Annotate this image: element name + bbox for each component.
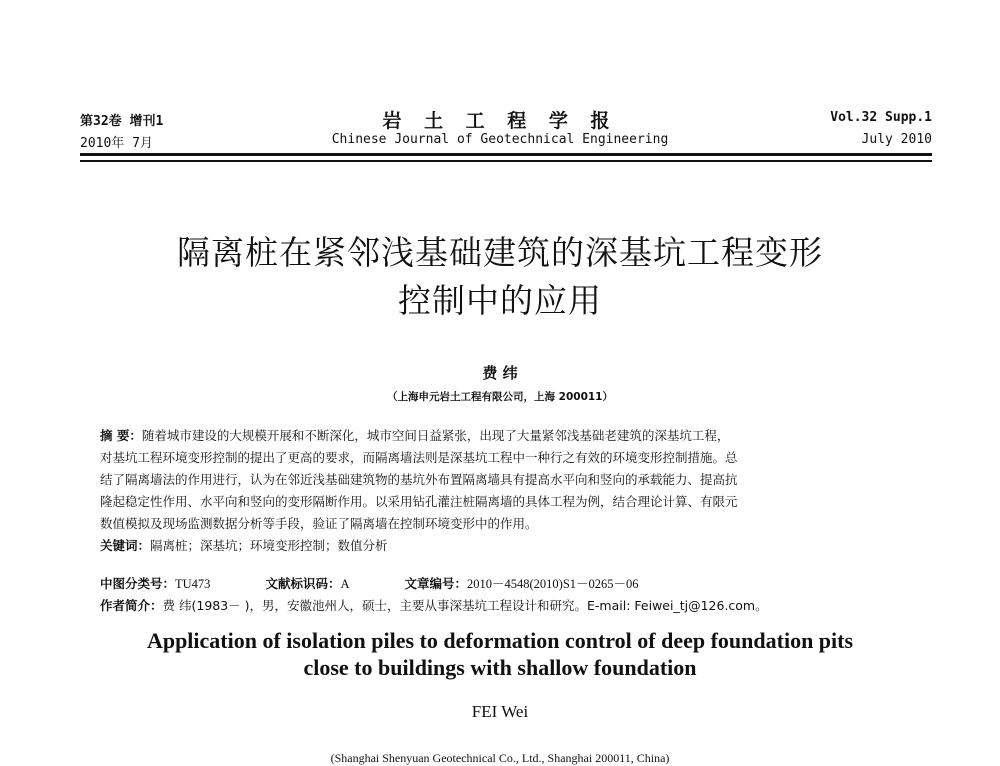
affiliation-en: (Shanghai Shenyuan Geotechnical Co., Ltd., Shanghai 200011, China) bbox=[330, 751, 670, 765]
date-cn: 2010年 7月 bbox=[80, 136, 153, 151]
author-en: FEI Wei bbox=[471, 702, 529, 721]
abstract-line: 数值模拟及现场监测数据分析等手段，验证了隔离墙在控制环境变形中的作用。 bbox=[100, 516, 538, 531]
title-en-line2: close to buildings with shallow foundation bbox=[303, 655, 697, 680]
date-en: July 2010 bbox=[861, 132, 932, 147]
abstract-line: 结了隔离墙法的作用进行，认为在邻近浅基础建筑物的基坑外布置隔离墙具有提高水平向和竖向的承载能力、提高抗 bbox=[100, 472, 738, 487]
journal-title-cn: 岩 土 工 程 学 报 bbox=[382, 110, 618, 132]
abstract-line: 隆起稳定性作用、水平向和竖向的变形隔断作用。以采用钻孔灌注桩隔离墙的具体工程为例，结合理论计算、有限元 bbox=[100, 494, 738, 509]
header-rule bbox=[80, 160, 932, 162]
clc-label: 中图分类号： bbox=[100, 576, 176, 591]
doc-code-value: A bbox=[340, 577, 350, 591]
abstract-label: 摘 要： bbox=[100, 428, 142, 443]
abstract bbox=[100, 425, 940, 557]
article-no-value: 2010－4548(2010)S1－0265－06 bbox=[467, 577, 639, 591]
keywords-label: 关键词： bbox=[100, 538, 151, 553]
author-cn: 费 纬 bbox=[482, 364, 518, 382]
title-cn-line1: 隔离桩在紧邻浅基础建筑的深基坑工程变形 bbox=[177, 233, 823, 272]
journal-title-en: Chinese Journal of Geotechnical Engineering bbox=[331, 132, 669, 147]
keywords: 隔离桩；深基坑；环境变形控制；数值分析 bbox=[150, 538, 388, 553]
title-cn-line2: 控制中的应用 bbox=[398, 281, 602, 320]
abstract-line: 随着城市建设的大规模开展和不断深化，城市空间日益紧张，出现了大量紧邻浅基础老建筑的深基坑工程， bbox=[141, 428, 730, 443]
volume-en: Vol.32 Supp.1 bbox=[830, 110, 932, 125]
article-no-label: 文章编号： bbox=[404, 576, 467, 591]
doc-code-label: 文献标识码： bbox=[265, 576, 341, 591]
header-rule bbox=[80, 153, 932, 156]
title-en-line1: Application of isolation piles to deformation control of deep foundation pits bbox=[146, 628, 854, 653]
clc-value: TU473 bbox=[175, 577, 211, 591]
abstract-line: 对基坑工程环境变形控制的提出了更高的要求，而隔离墙法则是深基坑工程中一种行之有效的环境变形控制措施。总 bbox=[100, 450, 738, 465]
classification-row bbox=[100, 573, 940, 617]
affiliation-cn: （上海申元岩土工程有限公司，上海 200011） bbox=[387, 391, 613, 403]
author-intro-label: 作者简介： bbox=[100, 598, 163, 613]
volume-cn: 第32卷 增刊1 bbox=[80, 114, 164, 129]
author-intro: 费 纬(1983－ )，男，安徽池州人，硕士，主要从事深基坑工程设计和研究。E-mail: Feiwei_tj@126.com。 bbox=[162, 598, 768, 613]
